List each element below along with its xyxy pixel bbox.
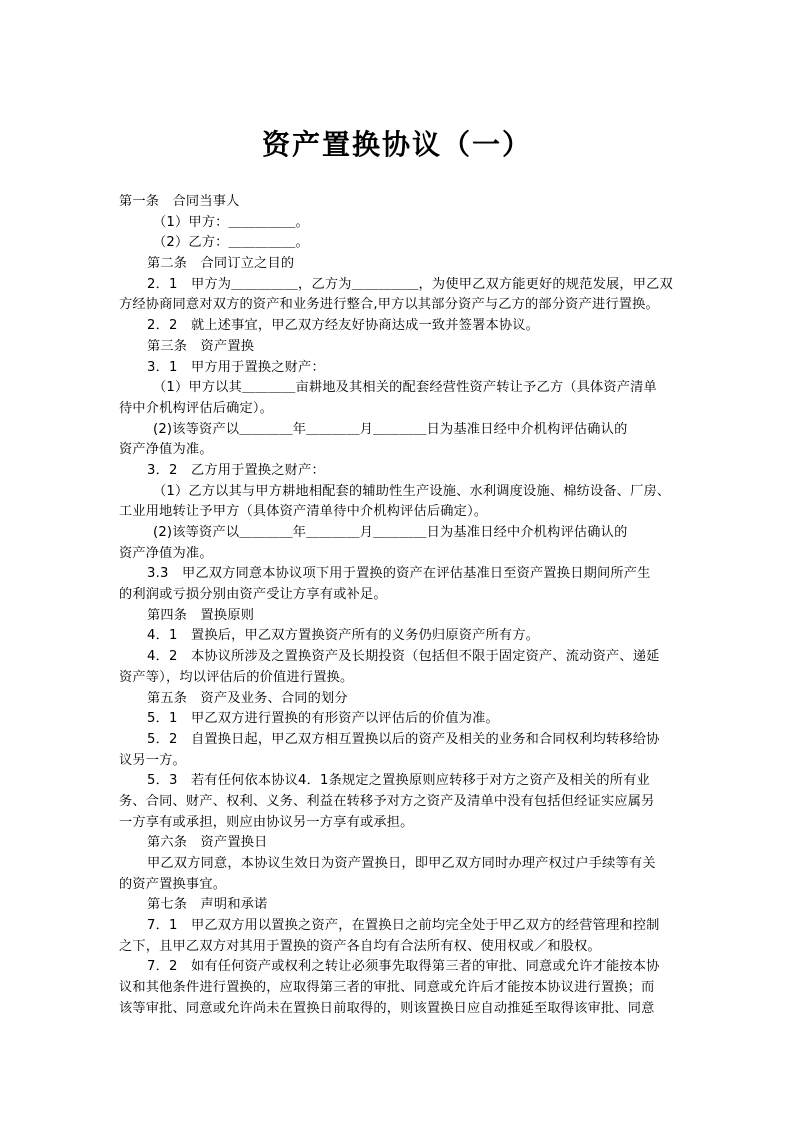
paragraph-line: 3.3 甲乙双方同意本协议项下用于置换的资产在评估基准日至资产置换日期间所产生 xyxy=(147,566,651,582)
paragraph-line: 一方享有或承担，则应由协议另一方享有或承担。 xyxy=(119,814,414,830)
article-heading: 第五条 资产及业务、合同的划分 xyxy=(147,690,348,706)
paragraph-line: (2)该等资产以＿＿＿＿年＿＿＿＿月＿＿＿＿日为基准日经中介机构评估确认的 xyxy=(153,525,628,540)
paragraph-line: 5．3 若有任何依本协议4．1条规定之置换原则应转移于对方之资产及相关的所有业 xyxy=(147,773,650,789)
paragraph-line: 资产等），均以评估后的价值进行置换。 xyxy=(119,669,354,685)
article-heading: 第三条 资产置换 xyxy=(147,338,255,354)
article-heading: 第一条 合同当事人 xyxy=(119,194,240,209)
paragraph-line: 之下，且甲乙双方对其用于置换的资产各自均有合法所有权、使用权或／和股权。 xyxy=(119,938,601,954)
paragraph-line: 资产净值为准。 xyxy=(119,545,213,561)
paragraph-line: （1）甲方：＿＿＿＿＿。 xyxy=(153,214,309,230)
paragraph-line: 3．2 乙方用于置换之财产： xyxy=(147,462,325,478)
paragraph-line: 资产净值为准。 xyxy=(119,442,213,458)
paragraph-line: 3．1 甲方用于置换之财产： xyxy=(147,359,325,375)
article-heading: 第二条 合同订立之目的 xyxy=(147,256,295,272)
paragraph-line: 的资产置换事宜。 xyxy=(119,876,227,892)
paragraph-line: 的利润或亏损分别由资产受让方享有或补足。 xyxy=(119,587,387,603)
paragraph-line: （1）乙方以其与甲方耕地相配套的辅助性生产设施、水利调度设施、棉纺设备、厂房、 xyxy=(153,483,671,499)
paragraph-line: （1）甲方以其＿＿＿＿亩耕地及其相关的配套经营性资产转让予乙方（具体资产清单 xyxy=(153,380,657,396)
paragraph-line: 该等审批、同意或允许尚未在置换日前取得的，则该置换日应自动推延至取得该审批、同意 xyxy=(119,1000,655,1016)
paragraph-line: 2．1 甲方为＿＿＿＿＿，乙方为＿＿＿＿＿，为使甲乙双方能更好的规范发展，甲乙双 xyxy=(147,276,673,292)
paragraph-line: 方经协商同意对双方的资产和业务进行整合,甲方以其部分资产与乙方的部分资产进行置换。 xyxy=(119,297,659,313)
paragraph-line: 4．2 本协议所涉及之置换资产及长期投资（包括但不限于固定资产、流动资产、递延 xyxy=(147,649,660,665)
document-title: 资产置换协议（一） xyxy=(261,128,532,161)
paragraph-line: 甲乙双方同意，本协议生效日为资产置换日，即甲乙双方同时办理产权过户手续等有关 xyxy=(147,856,656,871)
paragraph-line: 待中介机构评估后确定）。 xyxy=(119,400,274,416)
document-body xyxy=(119,192,685,1020)
article-heading: 第六条 资产置换日 xyxy=(147,835,268,851)
paragraph-line: 4．1 置换后，甲乙双方置换资产所有的义务仍归原资产所有方。 xyxy=(147,628,540,644)
paragraph-line: 议和其他条件进行置换的，应取得第三者的审批、同意或允许后才能按本协议进行置换；而 xyxy=(119,980,655,996)
paragraph-line: 工业用地转让予甲方（具体资产清单待中介机构评估后确定）。 xyxy=(119,504,488,520)
paragraph-line: 2．2 就上述事宜，甲乙双方经友好协商达成一致并签署本协议。 xyxy=(147,318,540,334)
paragraph-line: 议另一方。 xyxy=(119,752,186,768)
paragraph-line: (2)该等资产以＿＿＿＿年＿＿＿＿月＿＿＿＿日为基准日经中介机构评估确认的 xyxy=(153,421,628,437)
paragraph-line: 5．2 自置换日起，甲乙双方相互置换以后的资产及相关的业务和合同权利均转移给协 xyxy=(147,731,660,747)
paragraph-line: 7．2 如有任何资产或权利之转让必须事先取得第三者的审批、同意或允许才能按本协 xyxy=(147,959,660,975)
paragraph-line: 务、合同、财产、权利、义务、利益在转移予对方之资产及清单中没有包括但经证实应属另 xyxy=(119,793,655,809)
paragraph-line: 7．1 甲乙双方用以置换之资产，在置换日之前均完全处于甲乙双方的经营管理和控制 xyxy=(147,918,660,934)
article-heading: 第七条 声明和承诺 xyxy=(147,897,268,913)
paragraph-line: 5．1 甲乙双方进行置换的有形资产以评估后的价值为准。 xyxy=(147,711,499,727)
article-heading: 第四条 置换原则 xyxy=(147,607,255,623)
paragraph-line: （2）乙方：＿＿＿＿＿。 xyxy=(153,235,309,251)
